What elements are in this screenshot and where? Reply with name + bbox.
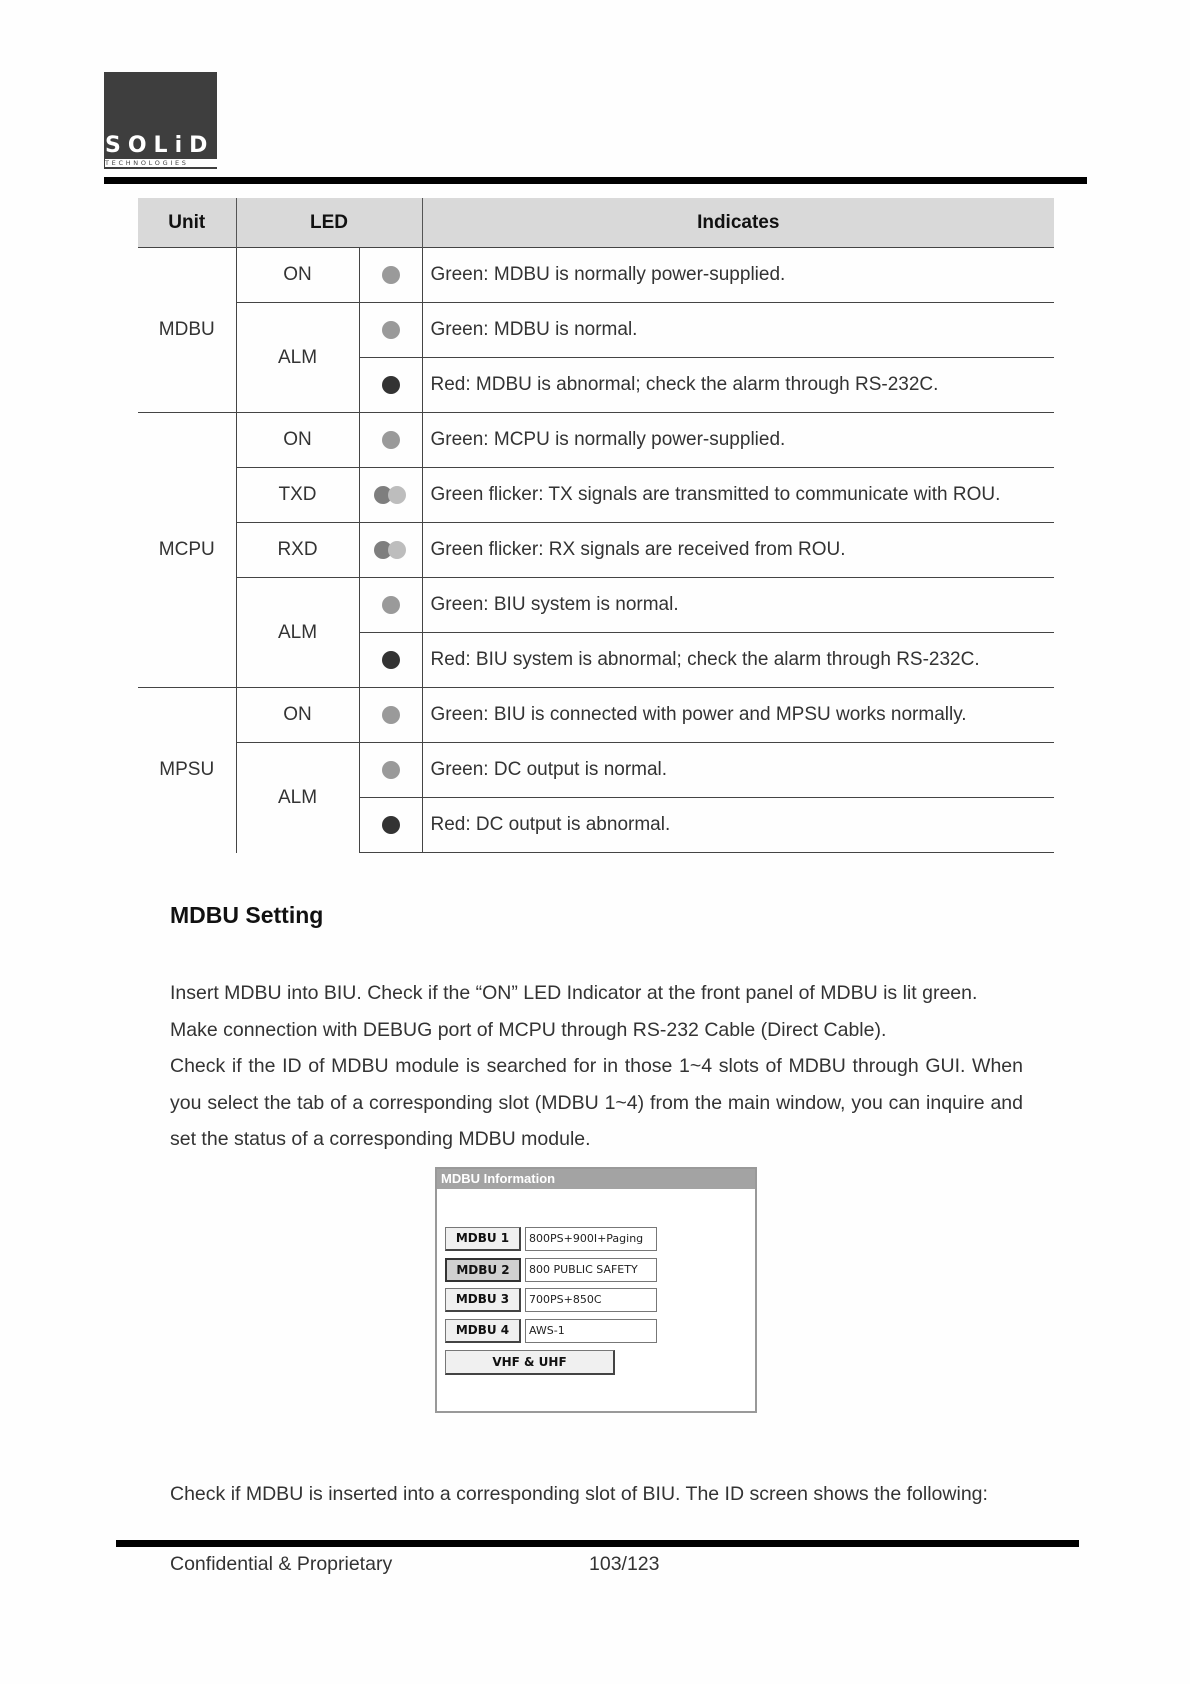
mdbu-information-window [435,1167,757,1413]
led-cell: ALM [236,578,359,688]
closing-paragraph: Check if MDBU is inserted into a corresponding slot of BIU. The ID screen shows the following: [170,1483,988,1505]
logo-subtitle: TECHNOLOGIES [105,159,217,167]
header-rule [104,177,1087,184]
green-led-icon [382,706,400,724]
green-led-icon [382,761,400,779]
header-led: LED [236,198,422,248]
body-paragraph [170,975,1023,1158]
window-title: MDBU Information [437,1169,755,1189]
footer-rule [116,1540,1079,1547]
mdbu-1-field[interactable]: 800PS+900I+Paging [525,1227,657,1251]
red-led-icon [382,651,400,669]
table-header-row [138,198,1054,248]
indicates-cell: Red: MDBU is abnormal; check the alarm through RS-232C. [422,358,1054,413]
mdbu-3-field[interactable]: 700PS+850C [525,1288,657,1312]
red-led-icon [382,376,400,394]
table-row [138,743,1054,798]
indicates-cell: Green: BIU is connected with power and MPSU works normally. [422,688,1054,743]
unit-cell-mdbu: MDBU [138,248,236,413]
led-cell: RXD [236,523,359,578]
indicates-cell: Green: MCPU is normally power-supplied. [422,413,1054,468]
unit-cell-mpsu: MPSU [138,688,236,853]
table-row [138,523,1054,578]
section-title: MDBU Setting [170,902,324,928]
red-led-icon [382,816,400,834]
mdbu-2-field[interactable]: 800 PUBLIC SAFETY [525,1258,657,1282]
flicker-led-icon [374,485,408,505]
table-row [138,578,1054,633]
footer-confidential: Confidential & Proprietary [170,1553,393,1575]
indicates-cell: Green: BIU system is normal. [422,578,1054,633]
paragraph-line: Check if the ID of MDBU module is searched for in those 1~4 slots of MDBU through GUI. When you select the tab of a corresponding slot (MDBU 1~4) from the main window, you can inquire and set the status of a corresponding MDBU module. [170,1055,1023,1150]
header-indicates: Indicates [422,198,1054,248]
mdbu-4-field[interactable]: AWS-1 [525,1319,657,1343]
table-row [138,468,1054,523]
unit-cell-mcpu: MCPU [138,413,236,688]
led-cell: ALM [236,743,359,853]
table-row [138,413,1054,468]
flicker-led-icon [374,540,408,560]
table-row [138,303,1054,358]
led-cell: ON [236,248,359,303]
indicates-cell: Green flicker: RX signals are received from ROU. [422,523,1054,578]
green-led-icon [382,431,400,449]
mdbu-2-button[interactable]: MDBU 2 [445,1258,521,1282]
vhf-uhf-button[interactable]: VHF & UHF [445,1350,615,1375]
indicates-cell: Green: DC output is normal. [422,743,1054,798]
led-cell: ON [236,413,359,468]
page-number: 103/123 [589,1553,660,1575]
logo-wordmark: SOLiD [105,133,215,158]
green-led-icon [382,596,400,614]
led-cell: ALM [236,303,359,413]
indicates-cell: Red: DC output is abnormal. [422,798,1054,853]
led-cell: ON [236,688,359,743]
green-led-icon [382,321,400,339]
mdbu-3-button[interactable]: MDBU 3 [445,1288,521,1312]
paragraph-line: Make connection with DEBUG port of MCPU through RS-232 Cable (Direct Cable). [170,1018,887,1041]
indicates-cell: Green flicker: TX signals are transmitted to communicate with ROU. [422,468,1054,523]
mdbu-4-button[interactable]: MDBU 4 [445,1319,521,1343]
led-table [138,198,1054,853]
led-cell: TXD [236,468,359,523]
indicates-cell: Green: MDBU is normally power-supplied. [422,248,1054,303]
mdbu-1-button[interactable]: MDBU 1 [445,1227,521,1251]
indicates-cell: Red: BIU system is abnormal; check the alarm through RS-232C. [422,633,1054,688]
indicates-cell: Green: MDBU is normal. [422,303,1054,358]
table-row [138,248,1054,303]
green-led-icon [382,266,400,284]
paragraph-line: Insert MDBU into BIU. Check if the “ON” LED Indicator at the front panel of MDBU is lit green. [170,982,978,1004]
header-unit: Unit [138,198,236,248]
table-row [138,688,1054,743]
